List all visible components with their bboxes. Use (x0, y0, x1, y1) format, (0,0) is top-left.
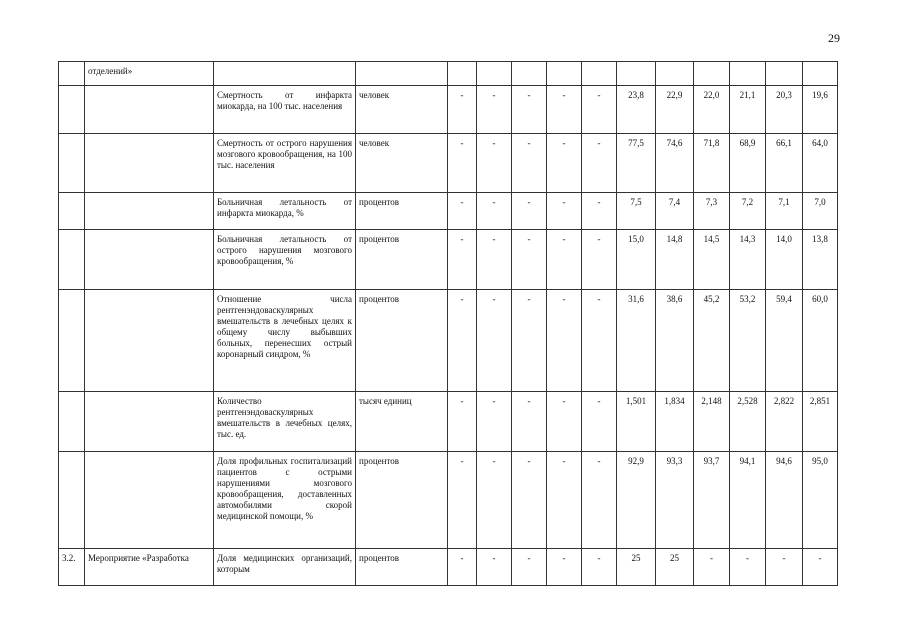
cell-event (85, 134, 214, 193)
cell-value: 22,9 (656, 86, 694, 134)
cell-event (85, 290, 214, 392)
cell-value: - (448, 392, 477, 452)
cell-value: - (477, 230, 512, 290)
cell-value: - (547, 134, 582, 193)
cell-value: 1,501 (617, 392, 656, 452)
cell-number (59, 62, 85, 86)
cell-value: - (477, 290, 512, 392)
indicators-table (58, 61, 838, 586)
cell-number (59, 134, 85, 193)
cell-indicator: Смертность от острого нарушения мозгового кровообращения, на 100 тыс. населения (214, 134, 356, 193)
cell-value: 7,4 (656, 193, 694, 230)
cell-value: 13,8 (803, 230, 838, 290)
cell-indicator (214, 62, 356, 86)
cell-number (59, 290, 85, 392)
cell-value: 19,6 (803, 86, 838, 134)
page-number: 29 (828, 31, 840, 45)
cell-value: - (448, 230, 477, 290)
cell-unit: процентов (356, 290, 448, 392)
cell-value: - (512, 549, 547, 586)
table-row (59, 290, 838, 392)
cell-unit: тысяч единиц (356, 392, 448, 452)
cell-number (59, 86, 85, 134)
cell-value: 2,528 (730, 392, 766, 452)
cell-value: - (477, 134, 512, 193)
cell-value: 59,4 (766, 290, 803, 392)
cell-value: 94,1 (730, 452, 766, 549)
cell-value: 71,8 (694, 134, 730, 193)
cell-unit: человек (356, 134, 448, 193)
cell-event (85, 452, 214, 549)
cell-unit: процентов (356, 193, 448, 230)
cell-indicator: Количество рентгенэндоваскулярных вмешательств в лечебных целях, тыс. ед. (214, 392, 356, 452)
cell-value: 23,8 (617, 86, 656, 134)
cell-value: 74,6 (656, 134, 694, 193)
cell-value: 38,6 (656, 290, 694, 392)
cell-event (85, 193, 214, 230)
cell-number (59, 392, 85, 452)
cell-indicator: Отношение числа рентгенэндоваскулярных вмешательств в лечебных целях к общему числу выбывших больных, перенесших острый коронарный синдром, % (214, 290, 356, 392)
cell-value: 2,148 (694, 392, 730, 452)
cell-value: - (803, 549, 838, 586)
cell-value: 1,834 (656, 392, 694, 452)
cell-value: - (582, 86, 617, 134)
cell-value: 25 (617, 549, 656, 586)
cell-value: - (766, 549, 803, 586)
cell-value: - (448, 290, 477, 392)
cell-value: 7,3 (694, 193, 730, 230)
cell-value: 31,6 (617, 290, 656, 392)
table-row (59, 392, 838, 452)
cell-value: 7,0 (803, 193, 838, 230)
cell-unit: процентов (356, 549, 448, 586)
cell-value: - (477, 392, 512, 452)
cell-value: - (448, 452, 477, 549)
cell-value: - (582, 549, 617, 586)
cell-value: 7,1 (766, 193, 803, 230)
cell-value: 21,1 (730, 86, 766, 134)
cell-value: - (512, 230, 547, 290)
cell-indicator: Доля медицинских организаций, которым (214, 549, 356, 586)
cell-value: 15,0 (617, 230, 656, 290)
cell-value: 7,2 (730, 193, 766, 230)
cell-value: 14,8 (656, 230, 694, 290)
cell-value: - (512, 452, 547, 549)
cell-value: - (694, 549, 730, 586)
cell-value: - (582, 392, 617, 452)
table-row (59, 134, 838, 193)
table-row (59, 452, 838, 549)
cell-value: - (512, 86, 547, 134)
cell-value: - (512, 193, 547, 230)
cell-value: 53,2 (730, 290, 766, 392)
cell-value: 95,0 (803, 452, 838, 549)
cell-value: - (582, 193, 617, 230)
cell-value: - (730, 549, 766, 586)
cell-value: - (547, 392, 582, 452)
cell-value: 2,822 (766, 392, 803, 452)
cell-indicator: Больничная летальность от острого нарушения мозгового кровообращения, % (214, 230, 356, 290)
cell-value: - (547, 290, 582, 392)
table-row (59, 549, 838, 586)
cell-value: - (448, 86, 477, 134)
cell-value: - (547, 549, 582, 586)
cell-event (85, 230, 214, 290)
cell-indicator: Больничная летальность от инфаркта миокарда, % (214, 193, 356, 230)
cell-unit: процентов (356, 230, 448, 290)
cell-value: - (582, 290, 617, 392)
cell-value: 64,0 (803, 134, 838, 193)
table-row-continuation (59, 62, 838, 86)
cell-value: - (448, 549, 477, 586)
cell-value: - (512, 290, 547, 392)
cell-value: 22,0 (694, 86, 730, 134)
cell-number (59, 452, 85, 549)
cell-value: - (582, 230, 617, 290)
cell-value: - (547, 193, 582, 230)
cell-value: 94,6 (766, 452, 803, 549)
cell-value: 14,5 (694, 230, 730, 290)
cell-event: Мероприятие «Разработка (85, 549, 214, 586)
table-row (59, 86, 838, 134)
cell-value: - (477, 86, 512, 134)
cell-value: 93,7 (694, 452, 730, 549)
cell-unit: человек (356, 86, 448, 134)
cell-number (59, 230, 85, 290)
cell-value: 25 (656, 549, 694, 586)
cell-value: 14,0 (766, 230, 803, 290)
cell-indicator: Смертность от инфаркта миокарда, на 100 тыс. населения (214, 86, 356, 134)
table-row (59, 193, 838, 230)
cell-value: - (582, 134, 617, 193)
cell-value: - (477, 452, 512, 549)
cell-value: 2,851 (803, 392, 838, 452)
cell-value: 60,0 (803, 290, 838, 392)
cell-number: 3.2. (59, 549, 85, 586)
cell-value: 77,5 (617, 134, 656, 193)
cell-value: 45,2 (694, 290, 730, 392)
cell-value: 93,3 (656, 452, 694, 549)
cell-value: 14,3 (730, 230, 766, 290)
cell-number (59, 193, 85, 230)
cell-value: - (477, 193, 512, 230)
cell-value: 66,1 (766, 134, 803, 193)
cell-value: 20,3 (766, 86, 803, 134)
cell-indicator: Доля профильных госпитализаций пациентов с острыми нарушениями мозгового кровообращения, доставленных автомобилями скорой медицинской помощи, % (214, 452, 356, 549)
cell-value: 7,5 (617, 193, 656, 230)
cell-event: отделений» (85, 62, 214, 86)
cell-value: - (582, 452, 617, 549)
cell-value: - (547, 230, 582, 290)
cell-value: - (512, 392, 547, 452)
cell-unit: процентов (356, 452, 448, 549)
cell-value: - (477, 549, 512, 586)
table-row (59, 230, 838, 290)
cell-value: 68,9 (730, 134, 766, 193)
cell-value: 92,9 (617, 452, 656, 549)
cell-value: - (512, 134, 547, 193)
cell-value: - (547, 86, 582, 134)
cell-unit (356, 62, 448, 86)
cell-value: - (448, 193, 477, 230)
cell-event (85, 86, 214, 134)
cell-event (85, 392, 214, 452)
cell-value: - (547, 452, 582, 549)
cell-value: - (448, 134, 477, 193)
